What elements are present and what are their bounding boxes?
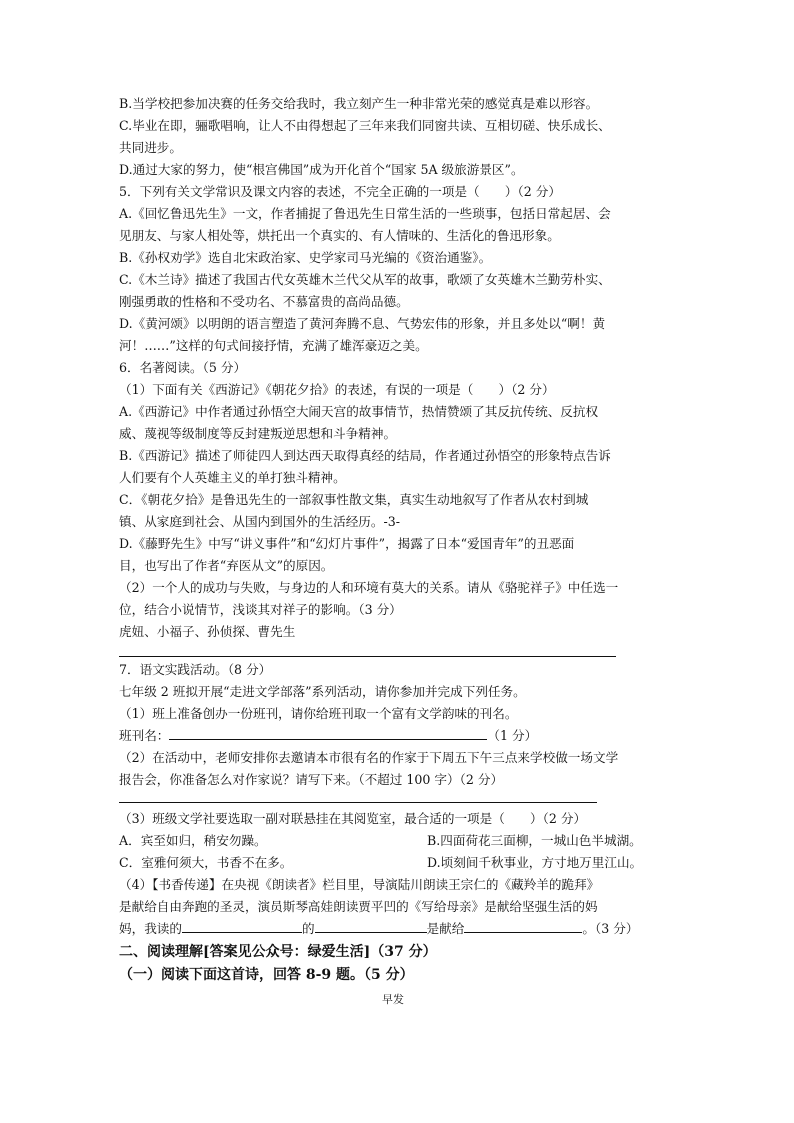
journal-name-blank[interactable] [169,727,487,740]
q7-sub2-line1: （2）在活动中，老师安排你去邀请本市很有名的作家于下周五下午三点来学校做一场文学 [119,750,619,765]
q6-option-a-line2: 威、蔑视等级制度等反封建叛逆思想和斗争精神。 [119,426,397,441]
q6-option-c-line2: 镇、从家庭到社会、从国内到国外的生活经历。-3- [119,514,400,529]
q5-option-a-line2: 见朋友、与家人相处等，烘托出一个真实的、有人情味的、生活化的鲁迅形象。 [119,228,560,243]
q5-option-a-line1: A.《回忆鲁迅先生》一文，作者捕捉了鲁迅先生日常生活的一些琐事，包括日常起居、会 [119,206,611,221]
q4-option-c-line2: 共同进步。 [119,140,182,155]
q7-sub2-line2: 报告会，你准备怎么对作家说？请写下来。（不超过 100 字）（2 分） [119,772,504,787]
q7-sub4-text-b: 的 [301,921,315,936]
q7-sub3: （3）班级文学社要选取一副对联悬挂在其阅览室，最合适的一项是（ ）（2 分） [119,811,587,826]
section2-heading: 二、阅读理解[答案见公众号：绿爱生活]（37 分） [119,944,437,960]
q7-sub1-answer-row [119,727,537,745]
q6-answer-line[interactable] [119,656,616,657]
q6-option-b-line1: B.《西游记》描述了师徒四人到达西天取得真经的结局，作者通过孙悟空的形象特点告诉 [119,448,611,463]
q6-option-b-line2: 人们要有个人英雄主义的单打独斗精神。 [119,470,346,485]
q7-sub2-answer-line[interactable] [119,802,597,803]
q7-sub1: （1）班上准备创办一份班刊，请你给班刊取一个富有文学韵味的刊名。 [119,706,518,721]
q7-intro: 七年级 2 班拟开展“走进文学部落”系列活动，请你参加并完成下列任务。 [119,684,526,699]
q6-option-d-line2: 目，也写出了作者“弃医从文”的原因。 [119,558,334,573]
q4-option-c-line1: C.毕业在即，骊歌唱响，让人不由得想起了三年来我们同窗共读、互相切磋、快乐成长、 [119,118,611,133]
q6-option-a-line1: A.《西游记》中作者通过孙悟空大闹天宫的故事情节，热情赞颂了其反抗传统、反抗权 [119,404,599,419]
q6-sub2-line1: （2）一个人的成功与失败，与身边的人和环境有莫大的关系。请从《骆驼祥子》中任选一 [119,580,619,595]
q7-sub4-line1: （4）【书香传递】在央视《朗读者》栏目里，导演陆川朗读王宗仁的《藏羚羊的跪拜》 [119,877,600,892]
q5-option-c-line2: 刚强勇敢的性格和不受功名、不慕富贵的高尚品德。 [119,294,409,309]
article-title-blank[interactable] [315,920,427,933]
q6-option-c-line1: C．《朝花夕拾》是鲁迅先生的一部叙事性散文集，真实生动地叙写了作者从农村到城 [119,492,589,507]
q7-sub3-option-c: C．室雅何须大，书香不在多。 [119,855,293,870]
q5-option-c-line1: C.《木兰诗》描述了我国古代女英雄木兰代父从军的故事，歌颂了女英雄木兰勤劳朴实、 [119,272,611,287]
q6-option-d-line1: D.《藤野先生》中写“讲义事件”和“幻灯片事件”，揭露了日本“爱国青年”的丑恶面 [119,536,575,551]
q7-sub4-text-d: 。（3 分） [582,921,639,936]
q7-sub4-text-c: 是献给 [426,921,465,936]
q7-sub3-option-d: D.顷刻间千秋事业，方寸地万里江山。 [427,855,643,870]
q4-option-b: B.当学校把参加决赛的任务交给我时，我立刻产生一种非常光荣的感觉真是难以形容。 [119,96,599,111]
q5-option-b: B.《孙权劝学》选自北宋政治家、史学家司马光编的《资治通鉴》。 [119,250,492,265]
q6-sub1-stem: （1）下面有关《西游记》《朝花夕拾》的表述，有误的一项是（ ）（2 分） [119,382,555,397]
q5-option-d-line1: D.《黄河颂》以明朗的语言塑造了黄河奔腾不息、气势宏伟的形象，并且多处以“啊！黄 [119,316,606,331]
q6-sub2-character-names: 虎妞、小福子、孙侦探、曹先生 [119,624,296,639]
q7-sub3-option-a: A．宾至如归，稍安勿躁。 [119,833,267,848]
q7-sub4-line3 [119,920,638,938]
q6-stem: 6．名著阅读。（5 分） [119,360,247,375]
poem-title: 早发 [382,993,404,1006]
q7-sub1-score: （1 分） [487,728,538,743]
q7-sub4-line2: 是献给自由奔跑的圣灵，演员斯琴高娃朗读贾平凹的《写给母亲》是献给坚强生活的妈 [119,899,598,914]
q6-sub2-line2: 位，结合小说情节，浅谈其对祥子的影响。（3 分） [119,602,402,617]
book-title-blank[interactable] [182,920,302,933]
q5-option-d-line2: 河！……”这样的句式间接抒情，充满了雄浑豪迈之美。 [119,338,428,353]
dedicatee-blank[interactable] [464,920,582,933]
q7-sub1-label: 班刊名： [119,728,170,743]
q7-stem: 7．语文实践活动。（8 分） [119,662,272,677]
q4-option-d: D.通过大家的努力，使“根宫佛国”成为开化首个“国家 5A 级旅游景区”。 [119,162,524,177]
q7-sub3-row-ab [119,832,267,850]
q7-sub4-text-a: 妈，我读的 [119,921,182,936]
section2-subheading: （一）阅读下面这首诗，回答 8-9 题。（5 分） [119,967,414,983]
q7-sub3-option-b: B.四面荷花三面柳，一城山色半城湖。 [427,833,642,848]
q5-stem: 5．下列有关文学常识及课文内容的表述，不完全正确的一项是（ ）（2 分） [119,184,561,199]
